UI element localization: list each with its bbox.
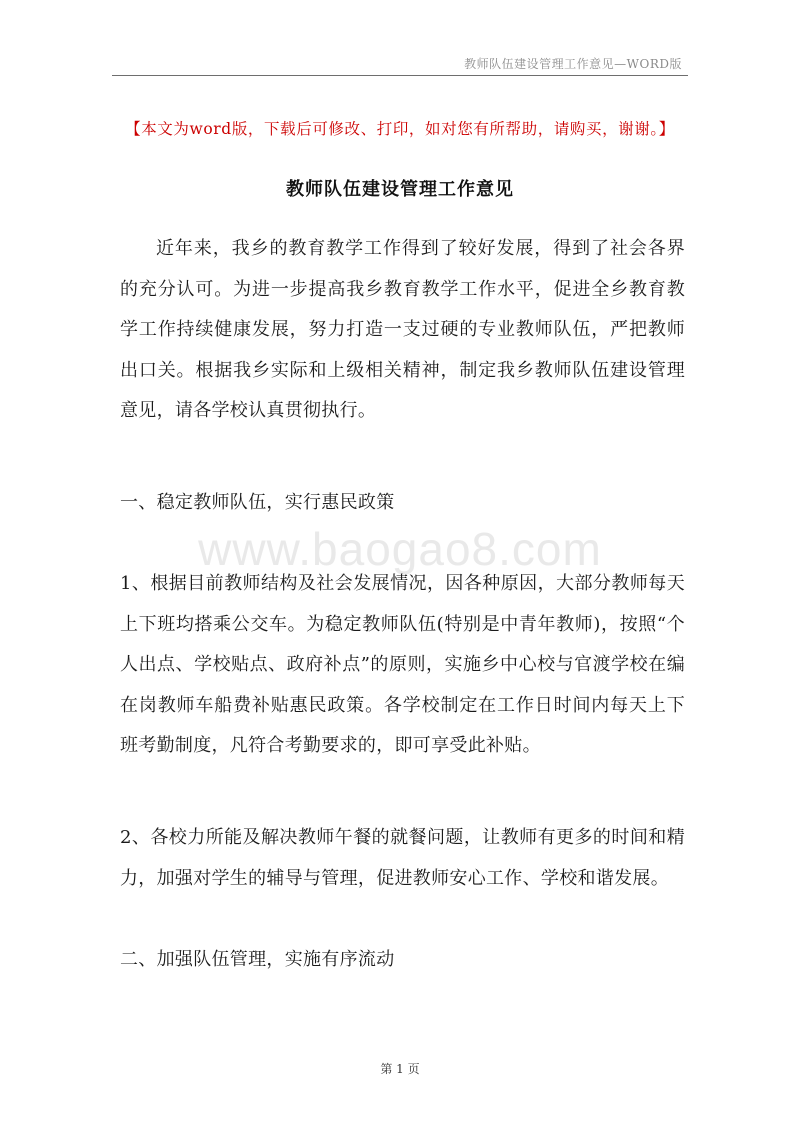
intro-paragraph: 近年来，我乡的教育教学工作得到了较好发展，得到了社会各界的充分认可。为进一步提高我乡教育教学工作水平，促进全乡教育教学工作持续健康发展，努力打造一支过硬的专业教师队伍，严把教师出口关。根据我乡实际和上级相关精神，制定我乡教师队伍建设管理意见，请各学校认真贯彻执行。: [120, 238, 685, 421]
section-heading-1: 一、稳定教师队伍，实行惠民政策: [120, 492, 395, 513]
header-divider: [112, 75, 688, 76]
running-header: 教师队伍建设管理工作意见—WORD版: [464, 57, 682, 71]
item-paragraph-2: 2、各校力所能及解决教师午餐的就餐问题，让教师有更多的时间和精力，加强对学生的辅导与管理，促进教师安心工作、学校和谐发展。: [120, 827, 685, 889]
watermark: www.baogao8.com: [198, 523, 602, 575]
document-title: 教师队伍建设管理工作意见: [286, 179, 514, 200]
section-heading-2: 二、加强队伍管理，实施有序流动: [120, 949, 395, 970]
item-paragraph-1: 1、根据目前教师结构及社会发展情况，因各种原因，大部分教师每天上下班均搭乘公交车。为稳定教师队伍(特别是中青年教师)，按照“个人出点、学校贴点、政府补点”的原则，实施乡中心校与官渡学校在编在岗教师车船费补贴惠民政策。各学校制定在工作日时间内每天上下班考勤制度，凡符合考勤要求的，即可享受此补贴。: [120, 573, 685, 756]
purchase-notice: 【本文为word版，下载后可修改、打印，如对您有所帮助，请购买，谢谢。】: [125, 120, 675, 138]
page-number: 第 1 页: [380, 1062, 420, 1076]
